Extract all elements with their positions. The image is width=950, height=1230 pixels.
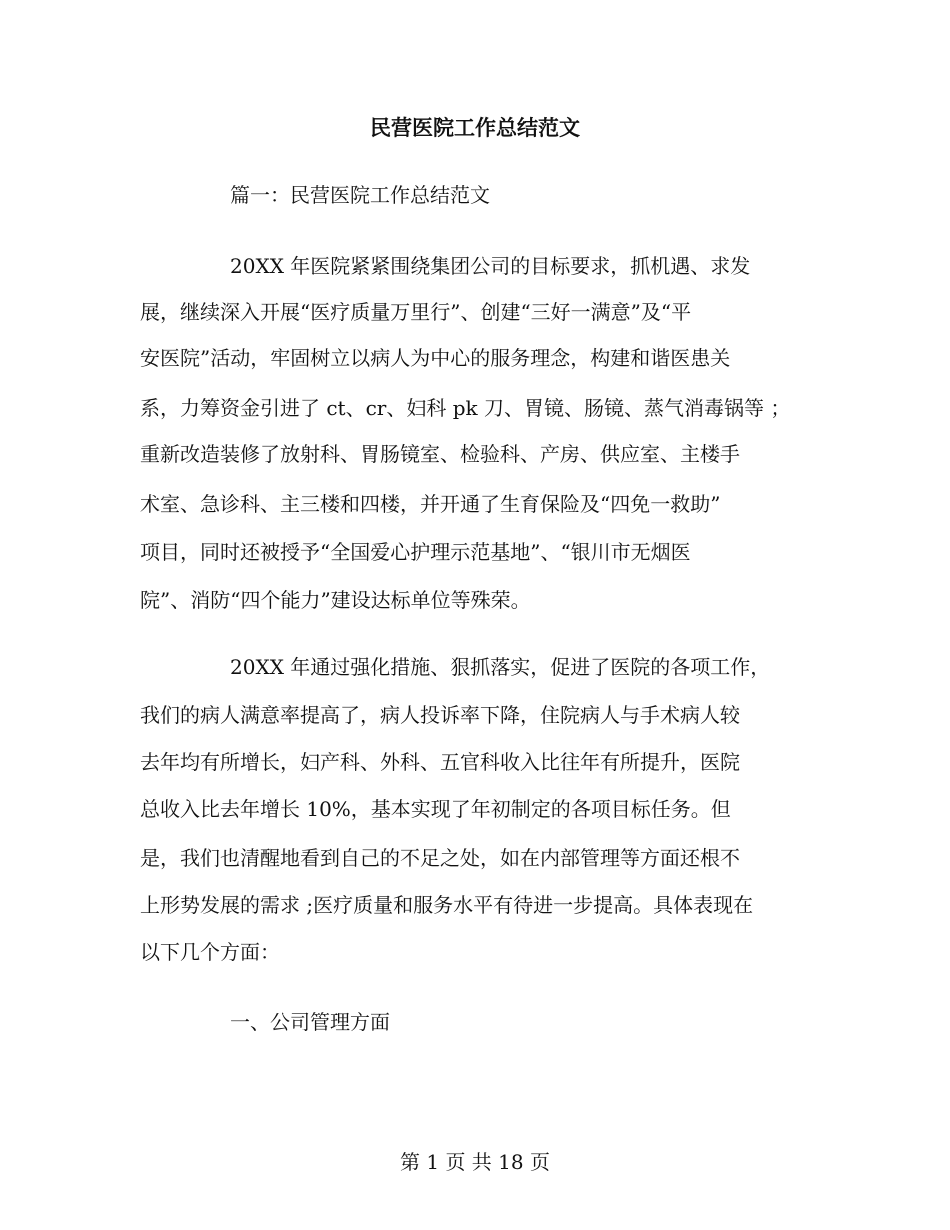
page-footer: 第 1 页 共 18 页 <box>400 1150 550 1174</box>
paragraph-line: 院”、消防“四个能力”建设达标单位等殊荣。 <box>140 588 531 612</box>
paragraph-line: 20XX 年通过强化措施、狠抓落实，促进了医院的各项工作， <box>230 655 771 679</box>
paragraph-line: 以下几个方面： <box>140 940 280 964</box>
paragraph-line: 总收入比去年增长 10%，基本实现了年初制定的各项目标任务。但 <box>140 797 731 821</box>
paragraph-line: 术室、急诊科、主三楼和四楼，并开通了生育保险及“四免一救助” <box>140 492 721 516</box>
paragraph-line: 上形势发展的需求 ;医疗质量和服务水平有待进一步提高。具体表现在 <box>140 893 754 917</box>
subheading: 一、公司管理方面 <box>230 1010 390 1034</box>
paragraph-line: 展，继续深入开展“医疗质量万里行”、创建“三好一满意”及“平 <box>140 300 692 324</box>
paragraph-line: 系，力筹资金引进了 ct、cr、妇科 pk 刀、胃镜、肠镜、蒸气消毒锅等 ； <box>140 396 791 420</box>
document-title: 民营医院工作总结范文 <box>370 115 580 140</box>
paragraph-line: 重新改造装修了放射科、胃肠镜室、检验科、产房、供应室、主楼手 <box>140 442 740 466</box>
paragraph-line: 我们的病人满意率提高了，病人投诉率下降，住院病人与手术病人较 <box>140 703 740 727</box>
paragraph-line: 项目，同时还被授予“全国爱心护理示范基地”、“银川市无烟医 <box>140 540 691 564</box>
section-heading: 篇一：民营医院工作总结范文 <box>230 183 490 207</box>
paragraph-line: 去年均有所增长，妇产科、外科、五官科收入比往年有所提升，医院 <box>140 750 740 774</box>
paragraph-line: 20XX 年医院紧紧围绕集团公司的目标要求，抓机遇、求发 <box>230 254 751 278</box>
paragraph-line: 安医院”活动，牢固树立以病人为中心的服务理念，构建和谐医患关 <box>140 346 731 370</box>
paragraph-line: 是，我们也清醒地看到自己的不足之处，如在内部管理等方面还根不 <box>140 846 740 870</box>
